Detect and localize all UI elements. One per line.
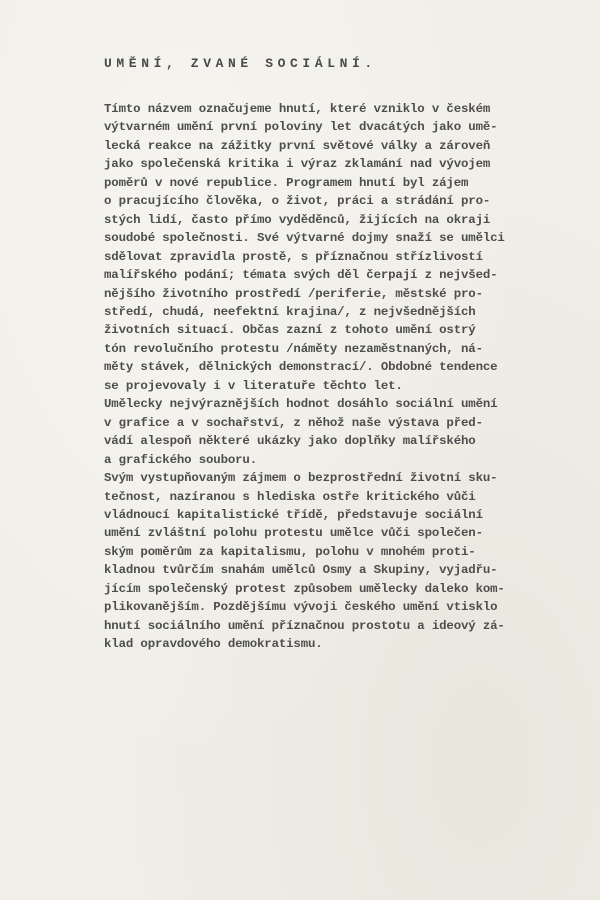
text-line: plikovanějším. Pozdějšímu vývoji českého umění vtisklo (104, 600, 498, 615)
text-line: jícím společenský protest způsobem umělecky daleko kom- (104, 581, 505, 596)
text-line: měty stávek, dělnických demonstrací/. Obdobné tendence (104, 360, 498, 375)
text-line: Svým vystupňovaným zájmem o bezprostřední životní sku- (104, 471, 498, 486)
text-line: ským poměrům za kapitalismu, polohu v mnohém proti- (104, 544, 476, 559)
text-line: se projevovaly i v literatuře těchto let. (104, 378, 403, 393)
text-line: vádí alespoň některé ukázky jako doplňky malířského (104, 434, 476, 449)
text-line: stých lidí, často přímo vyděděnců, žijících na okraji (104, 212, 491, 227)
text-line: klad opravdového demokratismu. (104, 637, 323, 652)
text-line: umění zvláštní polohu protestu umělce vůči společen- (104, 526, 483, 541)
text-line: Umělecky nejvýraznějších hodnot dosáhlo sociální umění (104, 397, 498, 412)
text-line: hnutí sociálního umění příznačnou prostotu a ideový zá- (104, 618, 505, 633)
text-line: soudobé společnosti. Své výtvarné dojmy snaží se umělci (104, 231, 505, 246)
text-line: Tímto názvem označujeme hnutí, které vzniklo v českém (104, 102, 491, 116)
text-line: nějšího životního prostředí /periferie, městské pro- (104, 286, 483, 301)
text-line: životních situací. Občas zazní z tohoto umění ostrý (104, 323, 476, 338)
text-line: v grafice a v sochařství, z něhož naše výstava před- (104, 415, 483, 430)
text-line: výtvarném umění první poloviny let dvacátých jako umě- (104, 120, 498, 135)
text-line: středí, chudá, neefektní krajina/, z nejvšednějších (104, 304, 476, 319)
text-line: poměrů v nové republice. Programem hnutí byl zájem (104, 175, 469, 190)
text-line: kladnou tvůrčím snahám umělců Osmy a Skupiny, vyjadřu- (104, 563, 498, 578)
text-line: lecká reakce na zážitky první světové války a zároveň (104, 138, 491, 153)
text-line: tón revolučního protestu /náměty nezaměstnaných, ná- (104, 341, 483, 356)
text-line: malířského podání; témata svých děl čerpají z nejvšed- (104, 268, 498, 283)
document-body (104, 100, 574, 654)
document-title: UMĚNÍ, ZVANÉ SOCIÁLNÍ. (104, 56, 377, 71)
text-line: tečnost, nazíranou s hlediska ostře kritického vůči (104, 489, 476, 504)
text-line: sdělovat zpravidla prostě, s příznačnou střízlivostí (104, 249, 483, 264)
text-line: a grafického souboru. (104, 452, 257, 467)
text-line: vládnoucí kapitalistické třídě, představuje sociální (104, 507, 483, 522)
text-line: jako společenská kritika i výraz zklamání nad vývojem (104, 157, 491, 172)
text-line: o pracujícího člověka, o život, práci a strádání pro- (104, 194, 491, 209)
